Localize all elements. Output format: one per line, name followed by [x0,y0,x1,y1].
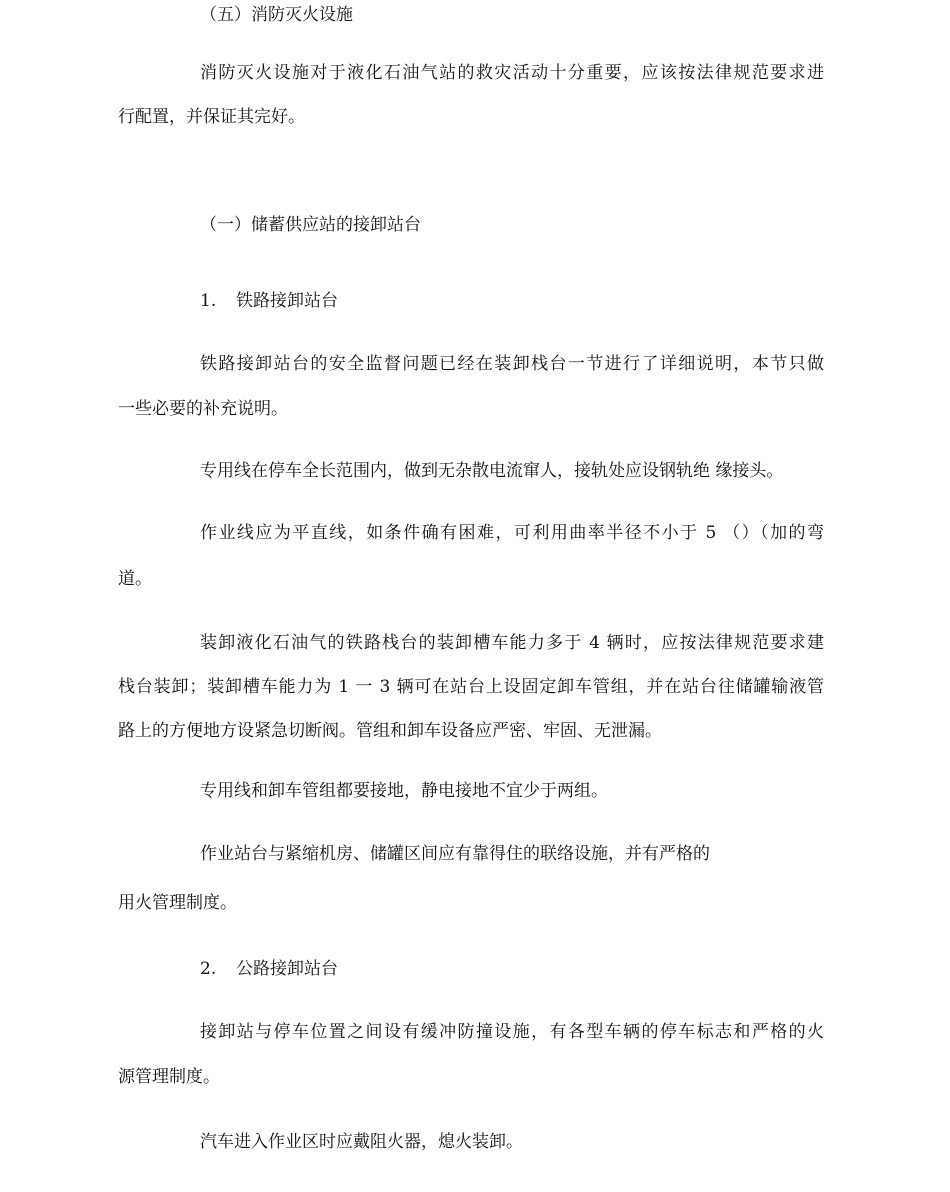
list-item-number: 1. [200,291,217,311]
paragraph-line: 行配置，并保证其完好。 [118,107,305,127]
section-heading-1: （一）储蓄供应站的接卸站台 [200,215,421,235]
paragraph-line: 接卸站与停车位置之间设有缓冲防撞设施，有各型车辆的停车标志和严格的火 [200,1022,824,1042]
paragraph-line: 道。 [118,569,152,589]
paragraph-line: 作业站台与紧缩机房、储罐区间应有靠得住的联络设施，并有严格的 [200,844,710,864]
paragraph-line: 铁路接卸站台的安全监督问题已经在装卸栈台一节进行了详细说明，本节只做 [200,354,824,374]
paragraph-line: 用火管理制度。 [118,893,237,913]
paragraph-line: 一些必要的补充说明。 [118,399,288,419]
list-item-heading [200,290,338,312]
list-item-title: 公路接卸站台 [236,959,338,979]
paragraph-line: 装卸液化石油气的铁路栈台的装卸槽车能力多于 4 辆时，应按法律规范要求建 [200,633,824,653]
paragraph-line: 作业线应为平直线，如条件确有困难，可利用曲率半径不小于 5 （）（加的弯 [200,523,824,543]
section-heading-5: （五）消防灭火设施 [200,5,353,25]
paragraph-line: 路上的方便地方设紧急切断阀。管组和卸车设备应严密、牢固、无泄漏。 [118,721,662,741]
paragraph-line: 消防灭火设施对于液化石油气站的救灾活动十分重要，应该按法律规范要求进 [200,63,824,83]
paragraph-line: 栈台装卸；装卸槽车能力为 1 一 3 辆可在站台上设固定卸车管组，并在站台往储罐输液管 [118,677,824,697]
list-item-title: 铁路接卸站台 [236,291,338,311]
paragraph-line: 汽车进入作业区时应戴阻火器，熄火装卸。 [200,1132,523,1152]
list-item-heading [200,958,338,980]
paragraph-line: 专用线在停车全长范围内，做到无杂散电流窜人，接轨处应设钢轨绝 缘接头。 [200,461,784,481]
paragraph-line: 专用线和卸车管组都要接地，静电接地不宜少于两组。 [200,781,608,801]
paragraph-line: 源管理制度。 [118,1067,220,1087]
list-item-number: 2. [200,959,217,979]
